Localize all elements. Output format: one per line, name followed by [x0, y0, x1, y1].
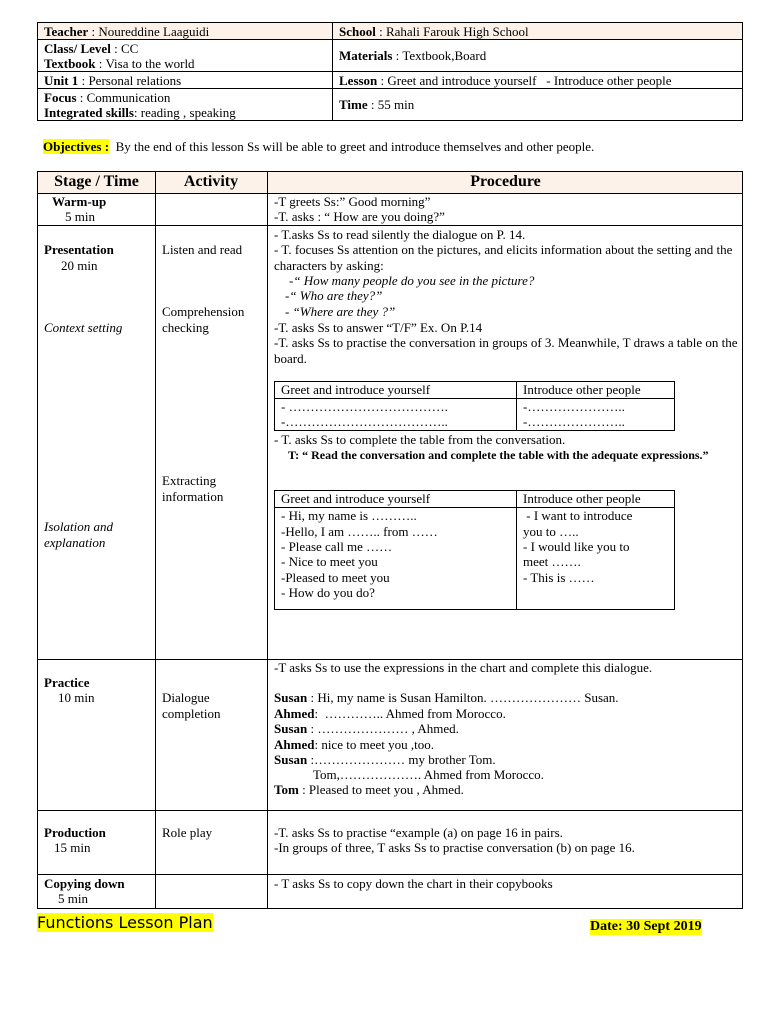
- time-production: 15 min: [54, 840, 91, 855]
- presentation-proc-3: -T. asks Ss to answer “T/F” Ex. On P.14: [274, 320, 483, 335]
- question-1: -“ How many people do you see in the picture?: [289, 273, 535, 288]
- teacher-name: Noureddine Laaguidi: [98, 23, 210, 39]
- board-table-filled: [274, 490, 675, 610]
- introduce-expression: - I want to introduce: [523, 508, 633, 523]
- time-cell: Time : 55 min: [333, 89, 743, 121]
- lesson-name: Greet and introduce yourself - Introduce other people: [387, 72, 672, 88]
- activity-role-play: Role play: [162, 825, 213, 840]
- lesson-info-table: [37, 22, 743, 121]
- dialogue-line: Susan : ………………… , Ahmed.: [274, 721, 459, 736]
- board-table-cell: - ……………………………….: [281, 399, 448, 414]
- time-warmup: 5 min: [65, 209, 95, 224]
- board-table-cell: -…………………..: [523, 399, 625, 414]
- teacher-cell: Teacher : Noureddine Laaguidi: [38, 23, 333, 40]
- warmup-proc-1: -T greets Ss:” Good morning”: [274, 194, 431, 209]
- objectives-text: By the end of this lesson Ss will be able to greet and introduce themselves and other people.: [115, 139, 595, 154]
- presentation-instruction: T: “ Read the conversation and complete the table with the adequate expressions.”: [288, 448, 709, 462]
- stage-copying: Copying down: [44, 876, 125, 891]
- introduce-expression: - This is ……: [523, 570, 595, 585]
- time-copying: 5 min: [58, 891, 88, 906]
- board-table-cell: -………………………………..: [281, 414, 448, 429]
- lesson-cell: Lesson : Greet and introduce yourself - Introduce other people: [333, 72, 743, 89]
- class-textbook-cell: Class/ Level : CC Textbook : Visa to the world: [38, 40, 333, 72]
- document-title: Functions Lesson Plan: [37, 913, 213, 932]
- stage-production: Production: [44, 825, 106, 840]
- greet-expression: -Pleased to meet you: [281, 570, 390, 585]
- materials-cell: Materials : Textbook,Board: [333, 40, 743, 72]
- production-proc-2: -In groups of three, T asks Ss to practise conversation (b) on page 16.: [274, 840, 635, 855]
- document-date: Date: 30 Sept 2019: [590, 919, 702, 934]
- introduce-expression: you to …..: [523, 524, 579, 539]
- textbook-name: Visa to the world: [105, 55, 195, 71]
- greet-expression: - Please call me ……: [281, 539, 393, 554]
- greet-expression: - Hi, my name is ………..: [281, 508, 417, 523]
- question-2: -“ Who are they?”: [285, 288, 383, 303]
- header-stage: Stage / Time: [54, 173, 139, 190]
- dialogue-line: Susan :………………… my brother Tom.: [274, 752, 496, 767]
- board-table-header-1: Greet and introduce yourself: [281, 491, 431, 506]
- objectives: [43, 139, 594, 155]
- stage-presentation: Presentation: [44, 242, 114, 257]
- greet-expression: - Nice to meet you: [281, 554, 378, 569]
- dialogue-line: Ahmed: nice to meet you ,too.: [274, 737, 434, 752]
- objectives-label: Objectives :: [43, 139, 110, 154]
- board-table-cell: -…………………..: [523, 414, 625, 429]
- warmup-proc-2: -T. asks : “ How are you doing?”: [274, 209, 445, 224]
- header-activity: Activity: [183, 173, 239, 190]
- context-setting: Context setting: [44, 320, 123, 335]
- unit-cell: Unit 1 : Personal relations: [38, 72, 333, 89]
- copying-proc: - T asks Ss to copy down the chart in their copybooks: [274, 876, 553, 891]
- question-3: - “Where are they ?”: [285, 304, 396, 319]
- practice-instruction: -T asks Ss to use the expressions in the chart and complete this dialogue.: [274, 660, 653, 675]
- unit-name: Personal relations: [88, 72, 182, 88]
- activity-comprehension: Comprehension checking: [162, 304, 245, 335]
- stage-warmup: Warm-up: [52, 194, 107, 209]
- time-practice: 10 min: [58, 690, 95, 705]
- board-table-header-2: Introduce other people: [523, 382, 641, 397]
- focus: Communication: [86, 89, 171, 105]
- introduce-expression: meet …….: [523, 554, 581, 569]
- presentation-proc-1: - T.asks Ss to read silently the dialogue on P. 14.: [274, 227, 526, 242]
- board-table-empty: [274, 381, 675, 431]
- materials: Textbook,Board: [402, 48, 487, 63]
- isolation-explanation: Isolation and explanation: [44, 519, 113, 550]
- class-level: CC: [120, 40, 139, 56]
- skills: reading , speaking: [140, 104, 236, 120]
- presentation-proc-4: -T. asks Ss to practise the conversation in groups of 3. Meanwhile, T draws a table on the board.: [274, 335, 738, 366]
- procedure-table: [37, 171, 743, 909]
- presentation-proc-5: - T. asks Ss to complete the table from the conversation.: [274, 432, 566, 447]
- presentation-proc-2: - T. focuses Ss attention on the pictures, and elicits information about the setting and the characters by asking:: [274, 242, 733, 273]
- header-procedure: Procedure: [470, 173, 541, 190]
- activity-dialogue-completion: Dialogue completion: [162, 690, 221, 721]
- activity-listen-read: Listen and read: [162, 242, 243, 257]
- school-cell: School : Rahali Farouk High School: [333, 23, 743, 40]
- dialogue-line: Susan : Hi, my name is Susan Hamilton. ………………… Susan.: [274, 690, 619, 705]
- activity-extracting: Extracting information: [162, 473, 224, 504]
- focus-skills-cell: Focus : Communication Integrated skills: reading , speaking: [38, 89, 333, 121]
- introduce-expression: - I would like you to: [523, 539, 630, 554]
- dialogue-line: Tom : Pleased to meet you , Ahmed.: [274, 782, 464, 797]
- school-name: Rahali Farouk High School: [385, 23, 529, 39]
- greet-expression: -Hello, I am …….. from ……: [281, 524, 438, 539]
- dialogue-line: Ahmed: ………….. Ahmed from Morocco.: [274, 706, 506, 721]
- dialogue-line: Tom,………………. Ahmed from Morocco.: [313, 767, 544, 782]
- time-presentation: 20 min: [61, 258, 98, 273]
- stage-practice: Practice: [44, 675, 90, 690]
- total-time: 55 min: [377, 97, 415, 112]
- board-table-header-1: Greet and introduce yourself: [281, 382, 431, 397]
- production-proc-1: -T. asks Ss to practise “example (a) on page 16 in pairs.: [274, 825, 563, 840]
- greet-expression: - How do you do?: [281, 585, 375, 600]
- board-table-header-2: Introduce other people: [523, 491, 641, 506]
